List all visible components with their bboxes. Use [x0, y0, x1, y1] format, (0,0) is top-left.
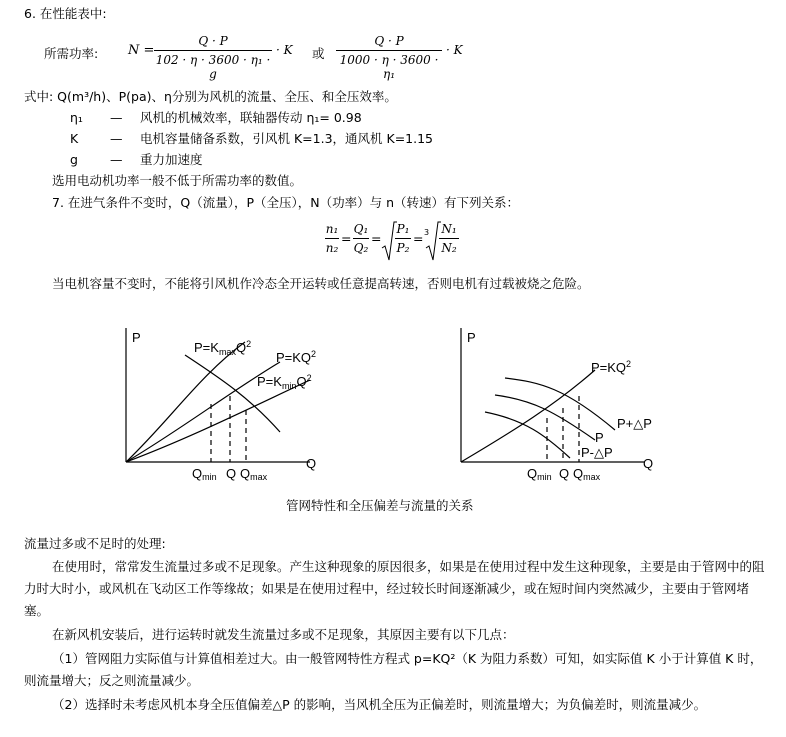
ratio-q-num: Q₁ [353, 222, 369, 236]
ratio-n-num: n₁ [325, 222, 339, 236]
curve-p-minus [485, 412, 570, 458]
flow-paragraph-2: 在新风机安装后，进行运转时就发生流量过多或不足现象，其原因主要有以下几点： [52, 627, 515, 642]
ratio-p [395, 222, 411, 255]
flow-section-title: 流量过多或不足时的处理: [24, 536, 166, 551]
flow-paragraph-3: （1）管网阻力实际值与计算值相差过大。由一般管网特性方程式 p=KQ²（K 为阻力系数）可知，如实际值 K 小于计算值 K 时，则流量增大；反之则流量减少。 [24, 651, 763, 688]
left-qmax-label: Qmax [240, 466, 268, 482]
def-text: 风机的机械效率，联轴器传动 η₁= 0.98 [140, 110, 362, 125]
right-characteristic-diagram [445, 320, 675, 482]
fraction-2-denominator: 1000 · η · 3600 · η₁ [339, 53, 439, 81]
curve-p [495, 395, 595, 440]
n-equals: N = [128, 43, 155, 58]
ratio-p-num: P₁ [396, 222, 410, 236]
fan-curve [185, 355, 280, 432]
ratio-n-power [439, 222, 459, 255]
def-dash: — [110, 152, 123, 167]
section6-heading: 6. 在性能表中: [24, 6, 107, 21]
ratio-np-den: N₂ [441, 241, 457, 255]
power-label: 所需功率: [44, 46, 99, 61]
figure-caption: 管网特性和全压偏差与流量的关系 [286, 498, 474, 513]
where-line: 式中: Q(m³/h)、P(pa)、η分别为风机的流量、全压、和全压效率。 [24, 89, 397, 104]
flow-paragraph-1: 在使用时，常常发生流量过多或不足现象。产生这种现象的原因很多，如果是在使用过程中发生这种现象，主要是由于管网中的阻力时大时小，或风机在飞动区工作等缘故；如果是在使用过程中，经过较长时间逐渐减少，或在短时间内突然减少，主要由于管网堵塞。 [24, 559, 765, 618]
equals-3: = [413, 231, 424, 246]
def-text: 电机容量储备系数，引风机 K=1.3，通风机 K=1.15 [140, 131, 433, 146]
overload-warning: 当电机容量不变时，不能将引风机作冷态全开运转或任意提高转速，否则电机有过载被烧之危险。 [52, 276, 590, 291]
speed-relation-formula [325, 220, 465, 264]
flow-paragraph-4: （2）选择时未考虑风机本身全压值偏差△P 的影响，当风机全压为正偏差时，则流量增大；为负偏差时，则流量减少。 [52, 697, 707, 712]
fraction-2-numerator: Q · P [374, 34, 404, 48]
ratio-q-den: Q₂ [353, 241, 369, 255]
label-kq-curve: $P=KQ^2$ [591, 359, 632, 375]
def-dash: — [110, 110, 123, 125]
def-dash: — [110, 131, 123, 146]
def-symbol: η₁ [70, 110, 83, 125]
def-row-k [70, 129, 433, 147]
motor-note: 选用电动机功率一般不低于所需功率的数值。 [52, 173, 303, 188]
right-qmax-label: Qmax [573, 466, 601, 482]
ratio-q [353, 222, 369, 255]
curve-kq [461, 370, 595, 462]
ratio-n [325, 222, 339, 255]
right-axis-p-label: P [467, 330, 476, 345]
ratio-p-den: P₂ [396, 241, 410, 255]
curve-kmin [126, 380, 310, 462]
right-axis-q-label: Q [643, 456, 654, 471]
equals-1: = [341, 231, 352, 246]
label-k-curve: $P=KQ^2$ [276, 349, 317, 365]
label-p-minus-curve: P-△P [581, 445, 613, 460]
left-axis-p-label: P [132, 330, 141, 345]
label-kmax-curve: $P=K_{max}Q^2$ [194, 339, 252, 357]
def-text: 重力加速度 [140, 152, 203, 167]
label-kmin-curve: $P=K_{min}Q^2$ [257, 373, 312, 391]
cube-root-index: 3 [424, 228, 430, 237]
label-p-plus-curve: P+△P [617, 416, 652, 431]
times-k-1: · K [276, 43, 293, 57]
equals-2: = [371, 231, 382, 246]
right-qmin-label: Qmin [527, 466, 552, 482]
left-qmin-label: Qmin [192, 466, 217, 482]
ratio-np-num: N₁ [441, 222, 457, 236]
fraction-1-denominator: 102 · η · 3600 · η₁ · g [155, 53, 271, 81]
left-axis-q-label: Q [306, 456, 317, 471]
ratio-n-den: n₂ [325, 241, 339, 255]
def-row-eta1 [70, 108, 362, 126]
curve-kmax [126, 342, 245, 462]
left-characteristic-diagram [110, 320, 340, 482]
def-symbol: g [70, 152, 78, 167]
right-q-label: Q [559, 466, 570, 481]
fraction-1-numerator: Q · P [198, 34, 228, 48]
formula-fraction-1 [154, 34, 272, 81]
label-p-curve: P [595, 430, 604, 445]
or-word: 或 [312, 46, 325, 61]
times-k-2: · K [446, 43, 463, 57]
left-q-label: Q [226, 466, 237, 481]
curve-p-plus [505, 378, 615, 430]
def-symbol: K [70, 131, 79, 146]
def-row-g [70, 150, 203, 168]
formula-fraction-2 [336, 34, 442, 81]
section7-heading: 7. 在进气条件不变时，Q（流量），P（全压），N（功率）与 n（转速）有下列关系： [52, 195, 520, 210]
